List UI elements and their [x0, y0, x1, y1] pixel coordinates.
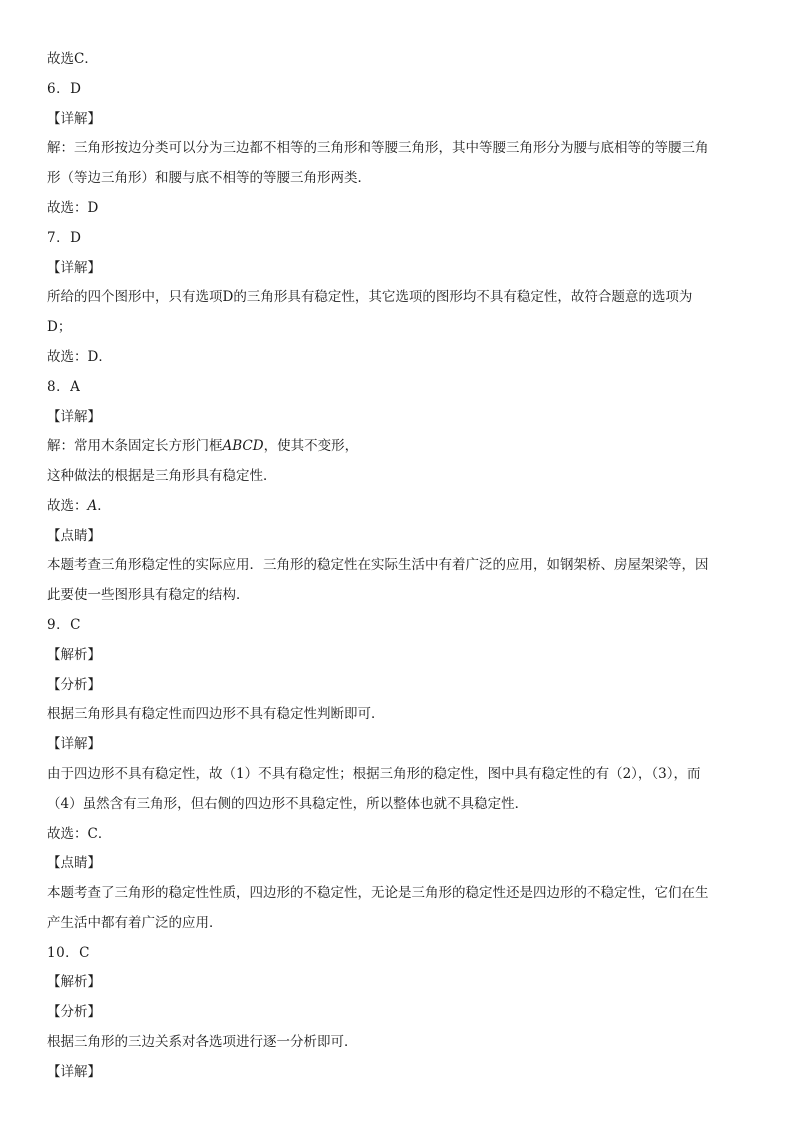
text-line: 本题考查了三角形的稳定性性质，四边形的不稳定性，无论是三角形的稳定性还是四边形的不稳定性，它们在生	[47, 885, 709, 901]
text-line: 故选：D．	[47, 349, 112, 365]
text-line	[47, 437, 760, 455]
section-label-detail: 【详解】	[47, 111, 101, 127]
text-line: 形（等边三角形）和腰与底不相等的等腰三角形两类．	[47, 170, 371, 186]
section-label-detail: 【详解】	[47, 1064, 101, 1080]
text-line	[47, 497, 760, 515]
text-run: 故选：	[47, 498, 88, 514]
text-line: 故选C．	[47, 51, 98, 67]
section-label-detail: 【详解】	[47, 409, 101, 425]
section-label-comment: 【点睛】	[47, 855, 101, 871]
answer-heading-6: 6．D	[47, 81, 82, 97]
text-line: 所给的四个图形中，只有选项D的三角形具有稳定性，其它选项的图形均不具有稳定性，故符合题意的选项为	[47, 289, 693, 305]
answer-heading-8: 8．A	[47, 379, 81, 395]
section-label-breakdown: 【分析】	[47, 1004, 101, 1020]
text-run: 解：常用木条固定长方形门框	[47, 438, 223, 454]
math-a: A	[87, 498, 98, 514]
section-label-analysis: 【解析】	[47, 974, 101, 990]
text-line: 这种做法的根据是三角形具有稳定性．	[47, 468, 277, 484]
math-abcd: ABCD	[222, 438, 264, 454]
text-line: 由于四边形不具有稳定性，故（1）不具有稳定性；根据三角形的稳定性，图中具有稳定性的有（2），（3），而	[47, 766, 701, 782]
text-line: 故选：C．	[47, 826, 112, 842]
section-label-detail: 【详解】	[47, 260, 101, 276]
text-line: （4）虽然含有三角形，但右侧的四边形不具稳定性，所以整体也就不具稳定性．	[47, 796, 529, 812]
section-label-detail: 【详解】	[47, 736, 101, 752]
text-run: ，使其不变形，	[263, 438, 359, 454]
section-label-breakdown: 【分析】	[47, 677, 101, 693]
section-label-comment: 【点睛】	[47, 528, 101, 544]
text-line: 根据三角形的三边关系对各选项进行逐一分析即可．	[47, 1034, 358, 1050]
text-line: D；	[47, 319, 72, 335]
text-line: 故选：D	[47, 200, 99, 216]
text-run: ．	[97, 498, 111, 514]
text-line: 产生活中都有着广泛的应用．	[47, 915, 223, 931]
answer-heading-9: 9．C	[47, 617, 81, 633]
answer-heading-7: 7．D	[47, 230, 82, 246]
text-line: 此要使一些图形具有稳定的结构．	[47, 587, 250, 603]
section-label-analysis: 【解析】	[47, 647, 101, 663]
text-line: 解：三角形按边分类可以分为三边都不相等的三角形和等腰三角形，其中等腰三角形分为腰与底相等的等腰三角	[47, 140, 709, 156]
text-line: 本题考查三角形稳定性的实际应用．三角形的稳定性在实际生活中有着广泛的应用，如钢架桥、房屋架梁等，因	[47, 557, 709, 573]
text-line: 根据三角形具有稳定性而四边形不具有稳定性判断即可．	[47, 706, 385, 722]
answer-heading-10: 10．C	[47, 945, 91, 961]
